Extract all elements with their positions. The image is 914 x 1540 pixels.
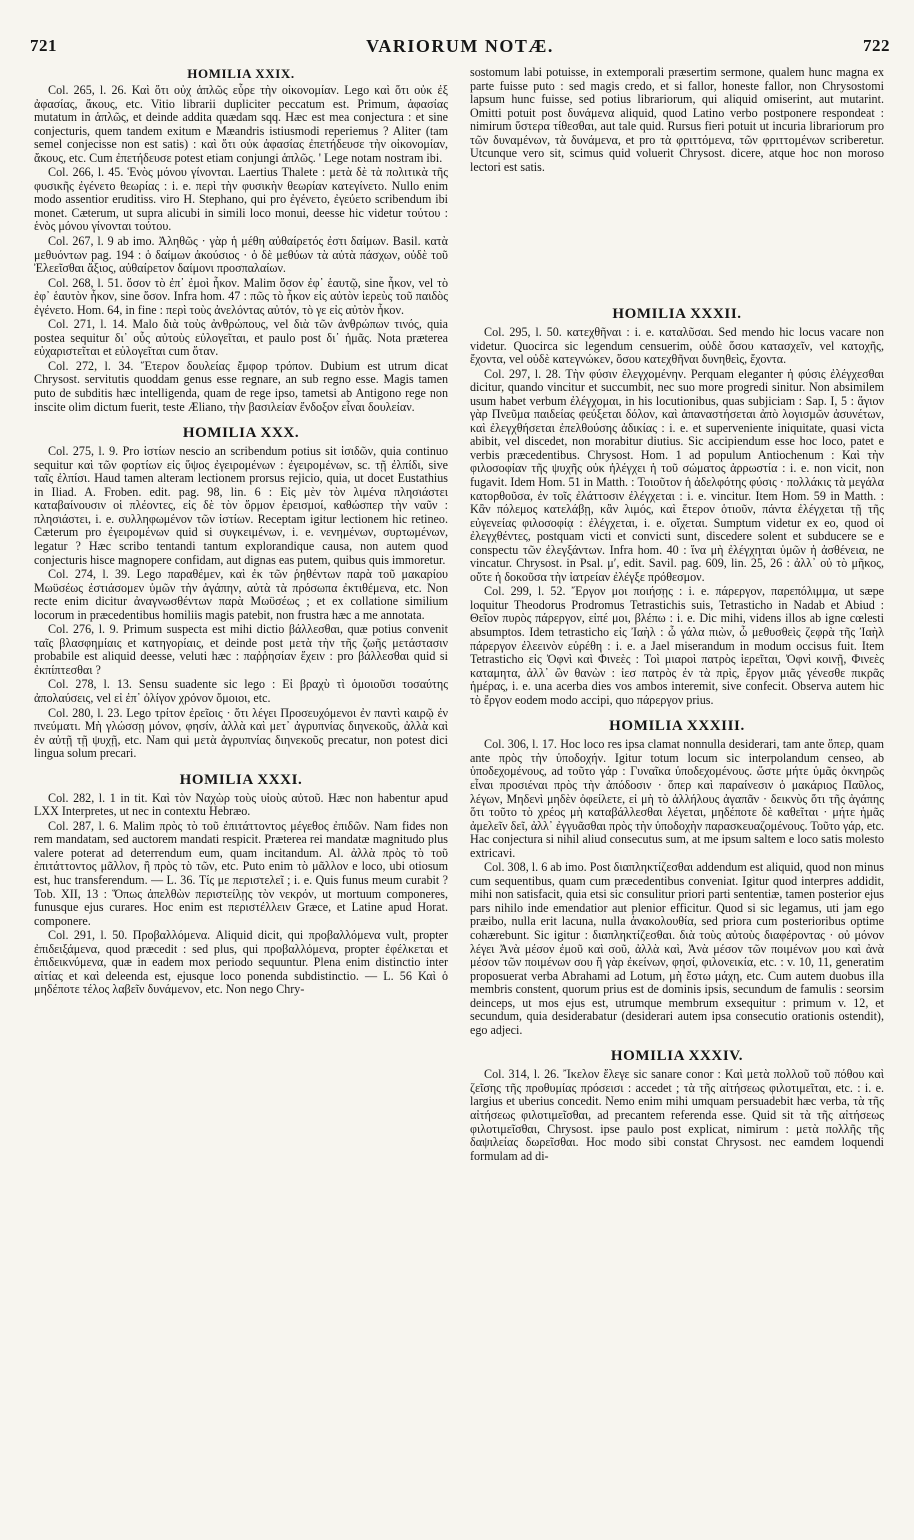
note-paragraph: Col. 299, l. 52. Ἔργον μοι ποιήσῃς : i. e. πάρεργον, παρεπόλιμμα, ut sæpe loquitur Theodorus Prodromus Tetrastichis suis, Tetrasticho in Nadab et Abiud : Θεῖον πυρὸς πάρεργον, εἰπέ μοι, βλέπω : i. e. Dic mihi, videns illos ab igne cœlesti absumptos. Idem tetrasticho εἰς Ἰαὴλ : ὦ γάλα πιὼν, ὦ μεθυσθεὶς ζεφρὰ τῆς Ἰαὴλ πάρεργον ἐλεεινὸν εὑρέθη : i. e. a Jael miserandum in modum occisus fuit. Item Tetrasticho εἰς Ὀφνὶ καὶ Φινεὲς : Τοὶ μιαροὶ πατρὸς ἱερεῖται, Ὀφνὶ κοινῇ, Φινεὲς καταμητα, ἀλλ᾽ ὢν θανὼν : ἰεσ πατρὸς ἐν τὰ πρὶς, ἔργον μιᾶς γένεσθε πικρᾶς ἡμέρας, i. e. una acerba dies vos ambos interemit, sive confecit. Observa autem hic τὸ ἔργον eodem modo accipi, quo πάρεργον prius. <box>470 584 884 707</box>
page-header <box>30 36 890 62</box>
left-column <box>34 66 448 1526</box>
note-paragraph: Col. 282, l. 1 in tit. Καὶ τὸν Ναχὼρ τοὺς υἱοὺς αὐτοῦ. Hæc non habentur apud LXX Interpretes, ut nec in contextu Hebræo. <box>34 790 448 819</box>
homily-heading: HOMILIA XXXIII. <box>609 718 745 735</box>
note-paragraph: Col. 271, l. 14. Malo διὰ τοὺς ἀνθρώπους, vel διὰ τῶν ἀνθρώπων τινός, quia postea sequitur δι᾽ οὗς αὐτοὺς εὐλογεῖται, et paulo post δι᾽ ἡμᾶς. Nota præterea εὐχαριστεῖται et εὐλογεῖται cum ὅταν. <box>34 317 448 359</box>
note-paragraph: Col. 308, l. 6 ab imo. Post διαπληκτίζεσθαι addendum est aliquid, quod non minus cum sequentibus, quam cum præcedentibus conveniat. Igitur quod interpres addidit, mihi non satisfacit, quia etsi sic consulitur priori parti sententiæ, tamen posterior ejus pars nihilo inde emendatior aut plenior efficitur. Quod si sic legamus, uti jam ego præibo, nulla erit lacuna, nulla ἀνακολουθία, sed priora cum posterioribus optime cohærebunt. Sic igitur : διαπληκτίζεσθαι. διὰ τοὺς αὐτοὺς διαφέροντας · οὐ μόνον λέγει Ἀνὰ μέσον ἐμοῦ καὶ σοῦ, ἀλλὰ καὶ, Ἀνὰ μέσον τῶν ποιμένων μου καὶ ἀνὰ μέσον τῶν ποιμένων σου ἢ γὰρ ἐκείνων, φησί, φιλονεικία, etc. : v. 10, 11, generatim proposuerat verba Abrahami ad Lotum, μὴ ἔστω μάχη, etc. Cum autem duobus illa membris constent, quorum prius est de dominis ipsis, secundum de famulis : seorsim deinceps, ut mos ejus est, utrumque membrum exsequitur : primum v. 12, et secundum, quia desiderabatur (desiderari autem ipsa consecutio orationis ostendit), ego adjeci. <box>470 860 884 1037</box>
note-paragraph: Col. 291, l. 50. Προβαλλόμενα. Aliquid dicit, qui προβαλλόμενα vult, propter ἐπιδειξάμενα, quod præcedit : sed plus, qui προβαλλόμενα, propter ἐφέλκεται et ἐπιδεικνύμενα, quæ in eadem mox periodo sequuntur. Plena enim distinctio inter αἰτίας et καὶ deleenda est, ejusque loco ponenda subdistinctio. — L. 56 Καὶ ὁ μηδέποτε τέλος λαβεῖν δυνάμενον, etc. Non nego Chry- <box>34 928 448 997</box>
page-number-right: 722 <box>863 36 890 55</box>
page-number-left: 721 <box>30 36 57 55</box>
note-paragraph: Col. 275, l. 9. Pro ἱστίων nescio an scribendum potius sit ἱσιδῶν, quia continuo sequitur καὶ τῶν φορτίων εἰς ὕψος ἐγειρομένων : ἐγειρομένων, sc. τῇ ἐλπίδι, sive ταῖς ἐλπίσι. Haud tamen alteram lectionem prorsus rejicio, quia, ut docet Eustathius in Iliad. A. Froben. edit. pag. 98, lin. 6 : Εἰς μὲν τὸν λιμένα πλησιάστει καταβαίνουσιν οἱ πλέοντες, εἰς δὲ τὸν ὅρμον ἑρεισμοί, καθώσπερ τὴν ναῦν : πλησιάστει, i. e. συλληφωμένον τῶν ἱστίων. Receptam igitur lectionem hic retineo. Cæterum pro ἐγειρομένων quid si συγκειμένων, i. e. νενημένων, συρτωμένων, legatur ? Hæc scribo tentandi tantum explorandique causa, non autem quod conjecturis hisce magnopere confidam, aut dignas eas putem, quibus quis immoretur. <box>34 444 448 567</box>
homily-heading: HOMILIA XXXIV. <box>610 1048 744 1065</box>
note-paragraph: Col. 306, l. 17. Hoc loco res ipsa clamat nonnulla desiderari, tam ante ὅπερ, quam ante πρὸς τὴν ὑποδοχήν. Igitur totum locum sic interpolandum censeo, ab ὑποδεχομένους, ad τοῦτο γάρ : Γυναῖκα ὑποδεχομένους. ὥστε μήτε ὑμᾶς ὀκνηρῶς εἶναι προσιέναι πρὸς τὴν ἀπόδοσιν · ὅπερ καὶ παραίνεσιν ὁ μακάριος Παῦλος, λέγων, Μηδενὶ μηδὲν ὀφείλετε, εἰ μὴ τὸ ἀλλήλους ἀγαπᾶν · δεικνὺς ὅτι τῆς ἀγάπης ὅτι τοῦτο τὸ χρέος μὴ καταβάλλεσθαι λέγεται, μηδέποτε δὲ καθεῖται · μήτε ἡμᾶς ἀμελεῖν δεῖ, ἀλλ᾽ ἐγγυᾶσθαι πρὸς τὴν ὑποδοχὴν παρασκευαζομένους. Τοῦτο γάρ, etc. Hac conjectura si nihil aliud consecutus sum, at me ipsum saltem e loco satis molesto extricavi. <box>470 737 884 860</box>
note-continuation: sostomum labi potuisse, in extemporali præsertim sermone, qualem hunc magna ex parte fuisse puto : sed magis credo, et si fallor, honeste fallor, non Chrysostomi lapsum hunc fuisse, sed potius librariorum, qui aliquid omiserint, aut mutarint. Omitti potuit post δυνάμενα aliquid, quod Latino verbo postponere respondeat : nimirum ὕστερα τίθεσθαι, aut tale quid. Rursus fieri potuit ut incuria librariorum pro τῶν δυναμένων, τὰ δυνάμενα, et pro τὰ φριττόμενα, τῶν φριττομένων scriberetur. Utcunque vero sit, scimus quid voluerit Chrysost. dicere, atque hoc non moroso lectori est satis. <box>470 66 884 174</box>
right-column <box>470 66 884 1526</box>
note-paragraph: Col. 297, l. 28. Τὴν φύσιν ἐλεγχομένην. Perquam eleganter ἡ φύσις ἐλέγχεσθαι dicitur, quando vincitur et succumbit, nec suo more progredi sinitur. Non absimilem usum habet verbum ἐλέγχομαι, in his locutionibus, quas subjiciam : Sap. I, 5 : ἅγιον γὰρ Πνεῦμα παιδείας φεύξεται δόλον, καὶ ἀπαναστήσεται ἀπὸ λογισμῶν ἀσυνέτων, καὶ ἐλεγχθήσεται ἐπελθούσης ἀδικίας : i. e. et superveniente iniquitate, quasi victa abibit, vel discedet, non morabitur diutius. Sic accipiendum esse hoc loco, patet e verbis præcedentibus. Chrysost. Hom. 1 ad populum Antiochenum : Καὶ τὴν φιλοσοφίαν τῆς ψυχῆς οὐκ ἠλέγχει ἡ τοῦ σώματος ἀρρωστία : i. e. non vicit, non fugavit. Idem Hom. 51 in Matth. : Τοιοῦτον ἡ ἀδελφότης φύσις · πολλάκις τὰ μεγάλα κατορθοῦσα, ἐν τοῖς ἐλάττοσιν ἐλέγχεται : i. e. vincitur. Item Hom. 59 in Matth. : Κἂν πόλεμος κατελάβῃ, κἂν λιμός, καὶ ἕτερον ὁτιοῦν, πάντα ἐλέγχεται τῇ τῆς εὐγενείας φιλοσοφίᾳ : ἐλέγχεται, i. e. οἴχεται. Sumptum videtur ex eo, quod οἱ ἐλεγχθέντες, postquam victi et convicti sunt, discedere solent et subducere se e conspectu τῶν ἐλεγξάντων. Infra hom. 40 : ἵνα μὴ ἐλέγχηται ὑμῶν ἡ ἀσθένεια, ne vincatur. Chrysost. in Psal. μʹ, edit. Savil. pag. 609, lin. 25, 26 : ἀλλ᾽ οὐ τὸ μῆκος, οὔτε ἡ δοκοῦσα τὴν ἰατρείαν ἐλέγξε πρόθεσμον. <box>470 366 884 584</box>
note-paragraph: Col. 274, l. 39. Lego παραθέμεν, καὶ ἐκ τῶν ῥηθέντων παρὰ τοῦ μακαρίου Μωϋσέως ἐστιάσομεν ὑμῶν τὴν ἀγάπην, αὐτὰ τὰ πρόσωπα ἐκτιθέμενα, etc. Non recte enim dicitur ἀναγνωσθέντων παρὰ Μωϋσέως ; et ex collatione similium locorum in præcedentibus homiliis magis patebit, non frustra hæc a me annotata. <box>34 567 448 622</box>
note-paragraph: Col. 278, l. 13. Sensu suadente sic lego : Εἰ βραχὺ τὶ ὁμοιοῦσι τοσαύτης ἀπολαύσεις, vel εἰ ἐπ᾽ ὀλίγον χρόνον ὅμοιοι, etc. <box>34 677 448 705</box>
note-paragraph: Col. 276, l. 9. Primum suspecta est mihi dictio βάλλεσθαι, quæ potius convenit ταῖς βλασφημίαις et κατηγορίαις, et deinde post μετὰ τὴν τῆς ζωῆς μετάστασιν probabile est aliquid deesse, veluti hæc : παῤῥησίαν ἔχειν : pro βάλλεσθαι quid si ἐκπίπτεσθαι ? <box>34 622 448 677</box>
homily-heading: HOMILIA XXX. <box>182 425 300 442</box>
running-title: VARIORUM NOTÆ. <box>366 36 554 56</box>
note-paragraph: Col. 266, l. 45. Ἑνὸς μόνου γίνονται. Laertius Thalete : μετὰ δὲ τὰ πολιτικὰ τῆς φυσικῆς ἐγένετο θεωρίας : i. e. περὶ τὴν φυσικὴν θεωρίαν κατεγίνετο. Nullo enim modo assentior eruditiss. viro H. Stephano, qui pro ἐγένετο, ἐγεύετο scribendum ibi monet. Cæterum, ut supra alicubi in simili loco monui, deesse hic videtur τούτου : ἑνὸς μόνου γίνονται τούτου. <box>34 165 448 234</box>
note-paragraph: Col. 314, l. 26. Ἴκελον ἔλεγε sic sanare conor : Καὶ μετὰ πολλοῦ τοῦ πόθου καὶ ζεῖσης τῆς προθυμίας πρόσεισι : accedet ; τὰ τῆς αἰτήσεως φιλοτιμεῖται, etc. : i. e. largius et uberius concedit. Nemo enim mihi umquam persuadebit hæc verba, τὰ τῆς αἰτήσεως φιλοτιμεῖσθαι, ad precantem referenda esse. Quid sit τὰ τῆς αἰτήσεως φιλοτιμεῖσθαι, Chrysost. ipse paulo post explicat, nimirum : μετὰ πολλῆς τῆς δαψιλείας δωρεῖσθαι. Hoc modo sibi constat Chrysost. nec eamdem loquendi formulam ad di- <box>470 1067 884 1163</box>
homily-heading: HOMILIA XXIX. <box>187 66 295 81</box>
note-paragraph: Col. 295, l. 50. κατεχθῆναι : i. e. καταλῦσαι. Sed mendo hic locus vacare non videtur. Quocirca sic legendum censuerim, οὐδὲ ὅσου κατασχεῖν, vel κατοχῆς, ἔχοντα, vel οὐδὲ κατεγνώκεν, ὅσου κατεχθῆναι δυνηθεὶς, ἔχοντα. <box>470 325 884 367</box>
note-paragraph: Col. 272, l. 34. Ἕτερον δουλείας ἔμφορ τρόπον. Dubium est utrum dicat Chrysost. servitutis quoddam genus esse regnare, an sub regno esse. Magis tamen puto de subditis hæc intelligenda, quam de rege ipso, tametsi ab Antigono rege non inscite olim dictum fuerit, teste Æliano, τὴν βασιλείαν ἔνδοξον εἶναι δουλείαν. <box>34 358 448 414</box>
note-paragraph: Col. 265, l. 26. Καὶ ὅτι οὐχ ἁπλῶς εὗρε τὴν οἰκονομίαν. Lego καὶ ὅτι οὐκ ἐξ ἀφασίας, ἄκους, etc. Vitio librarii dupliciter peccatum est. Primum, ἀφασίας mutatum in ἁπλῶς, et deinde addita quædam sqq. Hæc est mea conjectura : et sine conjecturis, quem tandem exitum e Mæandris istiusmodi reperiemus ? Aliter (tam semel conjecisse non est satis) : καὶ ὅτι οὐκ ἀφασίας ἐπετήδευσε τὴν οἰκονομίαν, ἄκους, etc. Cum ἐπετήδευσε potest etiam conjungi ἁπλῶς. ' Lege notam nostram ibi. <box>34 83 448 165</box>
note-paragraph: Col. 267, l. 9 ab imo. Ἀληθῶς · γὰρ ἡ μέθη αὐθαίρετός ἐστι δαίμων. Basil. κατὰ μεθυόντων pag. 194 : ὁ δαίμων ἀκούσιος · ὁ δὲ μεθύων τὰ αὐτὰ πάσχων, οὐδὲ τοῦ Ἐλεεῖσθαι ἄξιος, αὐθαίρετον δαίμονι προσπαλαίων. <box>34 234 448 276</box>
note-paragraph: Col. 280, l. 23. Lego τρίτον ἐρεῖοις · ὅτι λέγει Προσευχόμενοι ἐν παντὶ καιρῷ ἐν πνεύματι. Μὴ γλώσσῃ μόνον, φησίν, ἀλλὰ καὶ μετ᾽ ἀγρυπνίας διηνεκοῦς, ἀλλὰ καὶ ἐν αὐτῇ τῇ ψυχῇ, etc. Nam qui μετὰ ἀγρυπνίας διηνεκοῦς precatur, non potest dici lingua solum precari. <box>34 705 448 761</box>
homily-heading: HOMILIA XXXI. <box>179 771 303 788</box>
homily-heading: HOMILIA XXXII. <box>612 306 742 322</box>
note-paragraph: Col. 268, l. 51. ὅσον τὸ ἐπ᾽ ἐμοὶ ἧκον. Malim ὅσον ἐφ᾽ ἑαυτῷ, sine ἧκον, vel τὸ ἐφ᾽ ἑαυτὸν ἧκον, sine ὅσον. Infra hom. 47 : πῶς τὸ ἧκον εἰς αὐτὸν ἱερεὺς τοῦ παιδὸς ἐγένετο. Hom. 64, in fine : περὶ τοὺς ἀνελόντας αὐτόν, τὸ γε εἰς αὐτὸν ἧκον. <box>34 275 448 317</box>
note-paragraph: Col. 287, l. 6. Malim πρὸς τὸ τοῦ ἐπιτάττοντος μέγεθος ἐπιδῶν. Nam fides non rem mandatam, sed auctorem mandati respicit. Præterea rei mandatæ magnitudo plus valere poterat ad deterrendum eum, quam incitandum. Al. ἀλλὰ πρὸς τὸ τοῦ ἐπιτάττοντος μᾶλλον, ἢ πρὸς τὸ τῶν, etc. Puto enim τὸ μᾶλλον e loco, ubi otiosum est, huc transferendum. — L. 36. Τίς με περιστελεῖ ; i. e. Quis funus meum curabit ? Tob. XII, 13 : Ὅπως ἀπελθὼν περιστείλῃς τὸν νεκρόν, ut mortuum componeres, funusque ejus curares. Hoc enim est περιστέλλειν Græce, et Latine apud Horat. componere. <box>34 818 448 928</box>
